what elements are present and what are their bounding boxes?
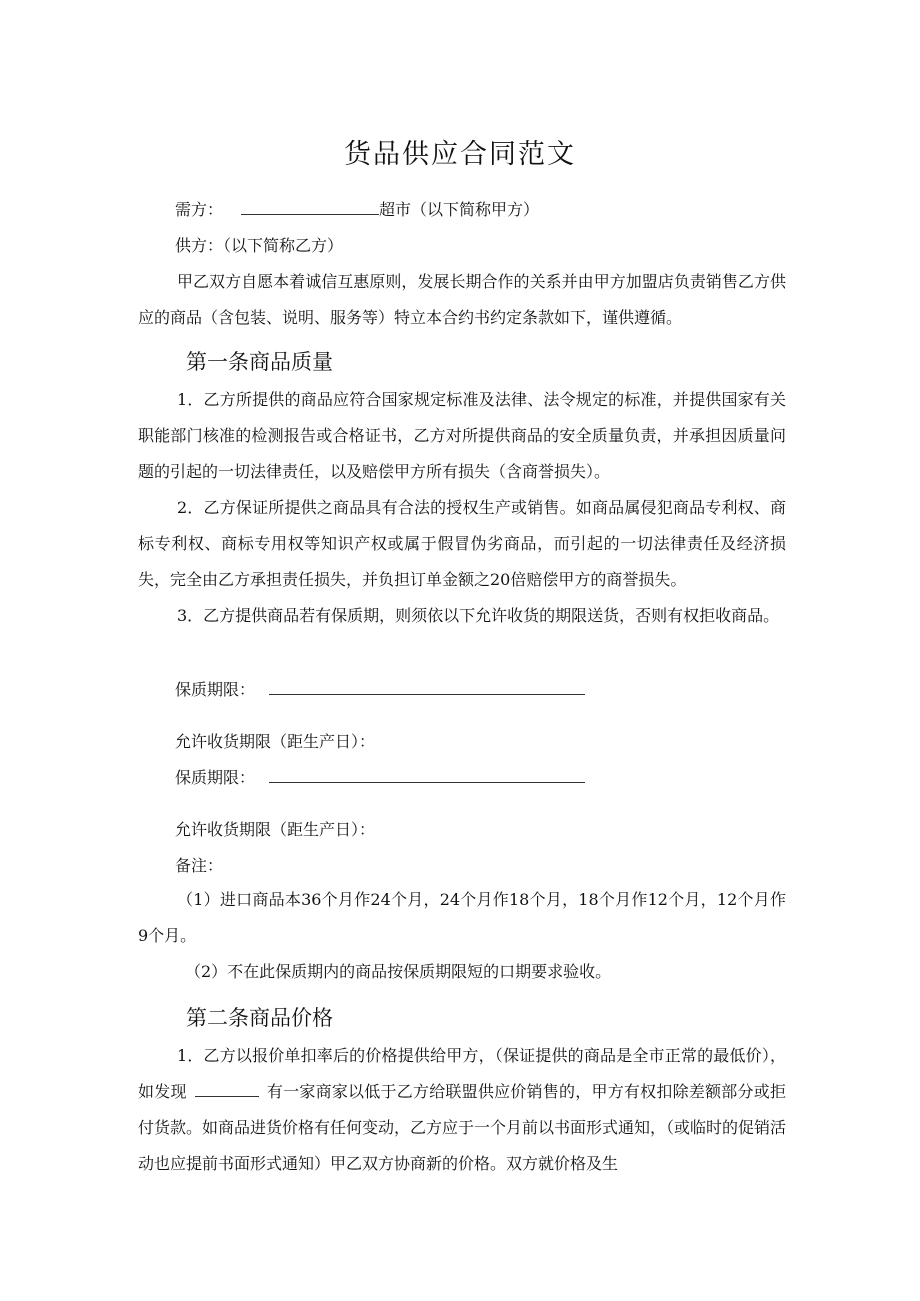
section2-item1: [138, 1038, 786, 1182]
shelf-life-line-1: [175, 678, 585, 702]
document-title: 货品供应合同范文: [344, 139, 576, 170]
shelf-label-2: 保质期限：: [175, 768, 256, 787]
shelf-life-line-2: [175, 766, 585, 790]
demand-blank: [241, 198, 379, 215]
intro-paragraph: 甲乙双方自愿本着诚信互惠原则，发展长期合作的关系并由甲方加盟店负责销售乙方供应的商品（含包装、说明、服务等）特立本合约书约定条款如下，谨供遵循。: [138, 272, 786, 327]
demand-label: 需方：: [175, 200, 224, 219]
note-2: （2）不在此保质期内的商品按保质期限短的口期要求验收。: [185, 962, 612, 981]
section2-item1-part1: 1．乙方以报价单扣率后的价格提供给甲方，（保证提供的商品是全市正常的最低价），如发现: [138, 1046, 786, 1101]
allow-period-line-1: 允许收货期限（距生产日）：: [175, 732, 376, 751]
note-1: （1）进口商品本36个月作24个月，24个月作18个月，18个月作12个月，12个月作9个月。: [138, 890, 786, 945]
demand-suffix: 超市（以下简称甲方）: [379, 200, 540, 219]
section1-item2: 2．乙方保证所提供之商品具有合法的授权生产或销售。如商品属侵犯商品专利权、商标专利权、商标专用权等知识产权或属于假冒伪劣商品，而引起的一切法律责任及经济损失，完全由乙方承担责任损失，并负担订单金额之20倍赔偿甲方的商誉损失。: [138, 498, 786, 589]
shelf-label-1: 保质期限：: [175, 680, 256, 699]
shelf-blank-2: [269, 766, 585, 783]
shelf-blank-1: [269, 678, 585, 695]
section1-heading: 第一条商品质量: [186, 350, 333, 374]
allow-period-line-2: 允许收货期限（距生产日）：: [175, 820, 376, 839]
note-label: 备注：: [175, 856, 224, 875]
demand-party-line: [175, 198, 539, 222]
section2-heading: 第二条商品价格: [186, 1006, 333, 1030]
section2-blank: [195, 1080, 259, 1097]
section1-item3: 3．乙方提供商品若有保质期，则须依以下允许收货的期限送货，否则有权拒收商品。: [177, 606, 780, 625]
section1-item1: 1．乙方所提供的商品应符合国家规定标准及法律、法令规定的标准，并提供国家有关职能部门核准的检测报告或合格证书，乙方对所提供商品的安全质量负责，并承担因质量问题的引起的一切法律责任，以及赔偿甲方所有损失（含商誉损失）。: [138, 390, 786, 481]
supply-party-line: 供方：（以下简称乙方）: [175, 236, 344, 255]
section2-item1-part2: 有一家商家以低于乙方给联盟供应价销售的，甲方有权扣除差额部分或拒付货款。如商品进货价格有任何变动，乙方应于一个月前以书面形式通知，（或临时的促销活动也应提前书面形式通知）甲乙双方协商新的价格。双方就价格及生: [138, 1082, 787, 1173]
